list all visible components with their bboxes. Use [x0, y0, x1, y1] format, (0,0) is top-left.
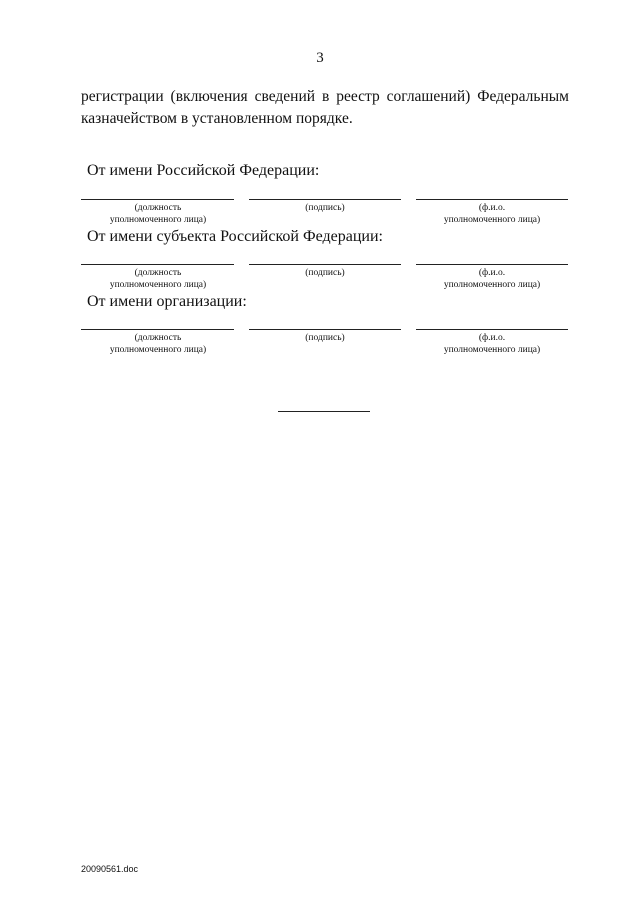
- position-line: [81, 329, 234, 330]
- body-paragraph: [81, 86, 569, 130]
- position-line: [81, 264, 234, 265]
- page-number: 3: [316, 50, 324, 66]
- signature-caption: (подпись): [305, 268, 345, 278]
- name-caption: (ф.и.о. уполномоченного лица): [443, 333, 541, 355]
- signature-line: [249, 199, 401, 200]
- party-heading-organization: От имени организации:: [87, 293, 247, 310]
- name-line: [416, 264, 568, 265]
- paragraph-line-1: регистрации (включения сведений в реестр соглашений) Федеральным: [81, 88, 569, 105]
- signature-line: [249, 329, 401, 330]
- name-line: [416, 329, 568, 330]
- position-caption: (должность уполномоченного лица): [109, 333, 207, 355]
- name-caption: (ф.и.о. уполномоченного лица): [443, 268, 541, 290]
- position-caption: (должность уполномоченного лица): [109, 268, 207, 290]
- footer-file-name: 20090561.doc: [81, 864, 139, 874]
- position-line: [81, 199, 234, 200]
- name-line: [416, 199, 568, 200]
- signature-line: [249, 264, 401, 265]
- end-of-document-rule: [278, 411, 370, 412]
- paragraph-line-2: казначейством в установленном порядке.: [81, 110, 353, 127]
- signature-caption: (подпись): [305, 203, 345, 213]
- position-caption: (должность уполномоченного лица): [109, 203, 207, 225]
- signature-caption: (подпись): [305, 333, 345, 343]
- name-caption: (ф.и.о. уполномоченного лица): [443, 203, 541, 225]
- party-heading-russian-federation: От имени Российской Федерации:: [87, 162, 320, 179]
- party-heading-federal-subject: От имени субъекта Российской Федерации:: [87, 228, 383, 245]
